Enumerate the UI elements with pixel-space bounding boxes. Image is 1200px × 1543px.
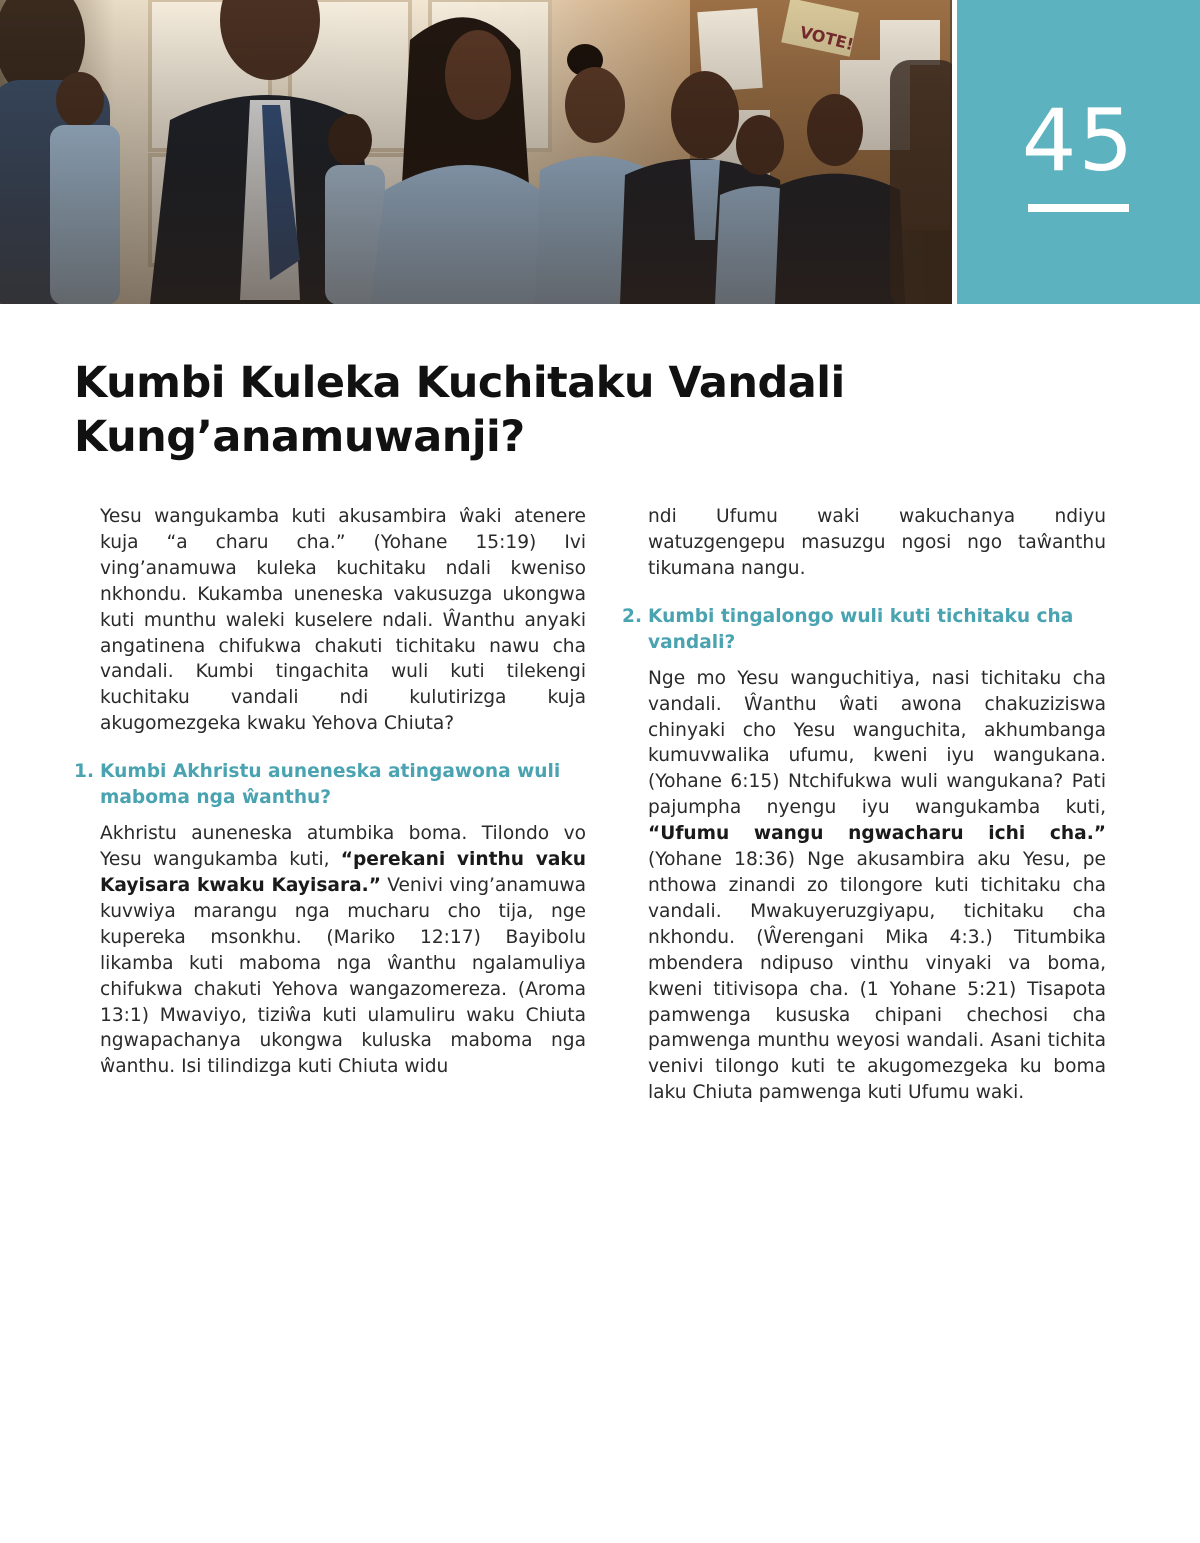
badge-underline: [1028, 204, 1129, 212]
header-photo: [0, 0, 952, 304]
question-1-number: 1.: [74, 761, 95, 783]
left-column: [74, 504, 586, 1080]
title-line-2: Kung’anamuwanji?: [74, 412, 525, 462]
lesson-number: 45: [1021, 91, 1136, 191]
answer-2-scripture-quote: “Ufumu wangu ngwacharu ichi cha.”: [648, 823, 1106, 845]
answer-1-scripture-quote: “perekani vinthu vaku Kayisara kwaku Kayisara.”: [100, 849, 586, 896]
answer-1-text-b: Venivi ving’anamuwa kuvwiya marangu nga mucharu cho tija, nge kupereka msonkhu. (Mariko 12:17) Bayibolu likamba kuti maboma nga ŵanthu ngalamuliya chifukwa chakuti Yehova wangazomereza. (Aroma 13:1) Mwaviyo, tiziŵa kuti ulamuliru waku Chiuta ngwapachanya ukongwa kuluska maboma nga ŵanthu. Isi tilindizga kuti Chiuta widu: [100, 874, 586, 1078]
answer-2-text-b: (Yohane 18:36) Nge akusambira aku Yesu, pe nthowa zinandi zo tilongore kuti tichitaku cha vandali. Mwakuyeruzgiyapu, tichitaku cha nkhondu. (Ŵerengani Mika 4:3.) Titumbika mbendera ndipuso vinthu vinyaki va boma, kweni titivisopa cha. (1 Yohane 5:21) Tisapota pamwenga kususka chipani chechosi cha pamwenga munthu weyosi wandali. Asani tichita venivi tilongo kuti te akugomezgeka ku boma laku Chiuta pamwenga kuti Ufumu waki.: [648, 849, 1106, 1104]
question-2: [622, 604, 1106, 656]
question-1-text: Kumbi Akhristu auneneska atingawona wuli maboma nga ŵanthu?: [100, 761, 561, 809]
answer-1-text-a: Akhristu auneneska atumbika boma. Tilondo vo Yesu wangukamba kuti,: [100, 823, 586, 871]
lesson-number-badge: [957, 0, 1200, 304]
answer-1-continuation: ndi Ufumu waki wakuchanya ndiyu watuzgengepu masuzgu ngosi ngo taŵanthu tikumana nangu.: [648, 506, 1106, 579]
question-1: [74, 759, 586, 811]
intro-paragraph: Yesu wangukamba kuti akusambira ŵaki atenere kuja “a charu cha.” (Yohane 15:19) Ivi ving’anamuwa kuleka kuchitaku ndali kweniso nkhondu. Kukamba uneneska vakusuzga ukongwa kuti munthu waleki kuselere ndali. Ŵanthu anyaki angatinena chifukwa chakuti tichitaku nawu cha vandali. Kumbi tingachita wuli kuti tilekengi kuchitaku vandali ndi kulutirizga kuja akugomezgeka kwaku Yehova Chiuta?: [100, 506, 586, 735]
answer-1-paragraph: [74, 821, 586, 1080]
answer-2-paragraph: [622, 666, 1106, 1106]
question-2-number: 2.: [622, 605, 643, 627]
question-2-text: Kumbi tingalongo wuli kuti tichitaku cha vandali?: [648, 605, 1074, 653]
title-line-1: Kumbi Kuleka Kuchitaku Vandali: [74, 358, 845, 408]
page-title: [74, 356, 1074, 464]
right-column: [622, 504, 1106, 1106]
answer-2-text-a: Nge mo Yesu wanguchitiya, nasi tichitaku cha vandali. Ŵanthu ŵati awona chakuziziswa chinyaki cho Yesu wanguchita, akhumbanga kumuvwalika ufumu, kweni iyu wangukana. (Yohane 6:15) Ntchifukwa wuli wangukana? Pati pajumpha nyengu iyu wangukamba kuti,: [648, 667, 1106, 819]
classroom-photo: [0, 0, 952, 304]
